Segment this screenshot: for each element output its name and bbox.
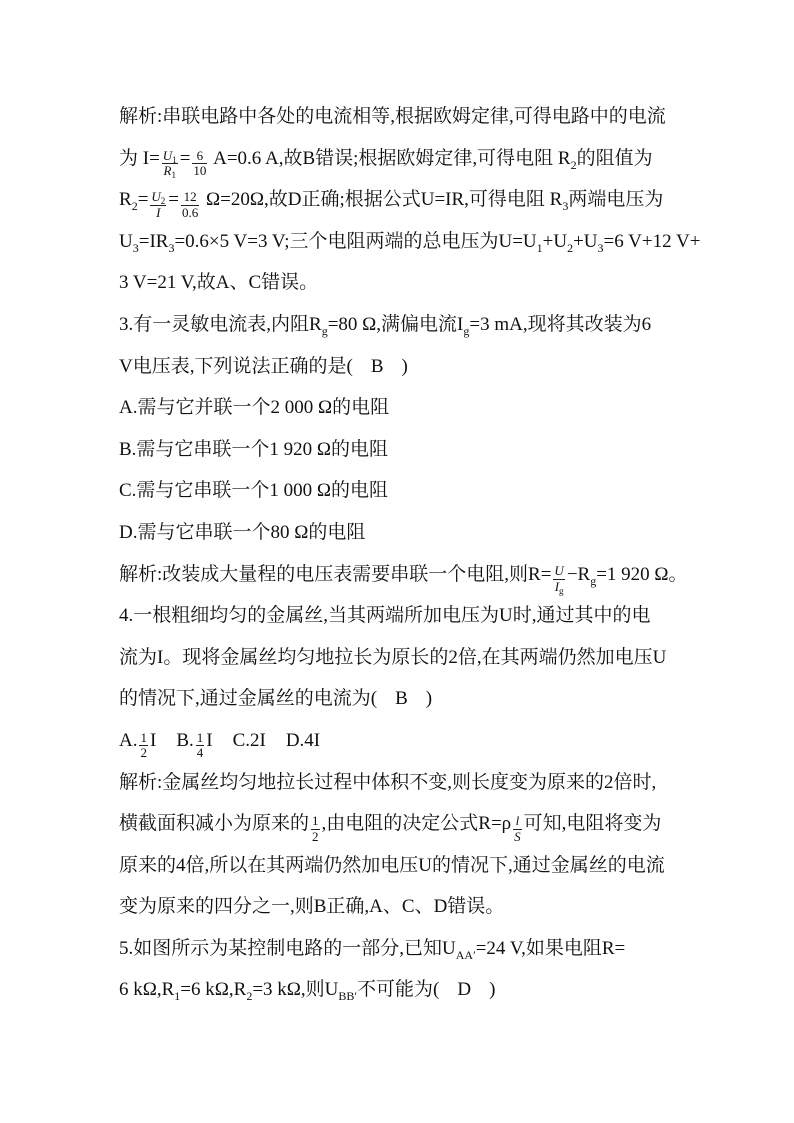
text: =80 Ω,满偏电流I — [327, 313, 464, 335]
text: =6 kΩ,R — [180, 979, 247, 1001]
text: 6 kΩ,R — [119, 979, 175, 1001]
text: =3 mA,现将其改装为6 — [469, 313, 652, 335]
fraction-denominator — [553, 579, 564, 595]
q4-options — [119, 720, 739, 762]
subscript: 2 — [160, 196, 166, 207]
fraction-u2-over-i — [150, 190, 166, 220]
q2-solution-line-3 — [119, 179, 739, 221]
text: 解析:改装成大量程的电压表需要串联一个电阻,则R= — [119, 563, 552, 585]
subscript: 2 — [246, 989, 253, 1004]
fraction-denominator: 10 — [193, 163, 207, 179]
subscript: 3 — [562, 199, 569, 214]
text: U — [119, 230, 133, 252]
text: =1 920 Ω。 — [596, 563, 688, 585]
subscript: 3 — [597, 240, 604, 255]
q3-option-b: B.需与它串联一个1 920 Ω的电阻 — [119, 438, 389, 460]
fraction-6-over-10 — [192, 149, 207, 179]
subscript: g — [321, 323, 328, 338]
fraction-1-over-2 — [311, 814, 320, 844]
fraction-denominator: 0.6 — [182, 204, 199, 220]
subscript: g — [590, 573, 597, 588]
q3-option-a: A.需与它并联一个2 000 Ω的电阻 — [119, 397, 390, 419]
text: 两端电压为 — [568, 189, 664, 211]
q4-solution-line-2 — [119, 803, 739, 845]
text: 的情况下,通过金属丝的电流为( — [119, 688, 378, 710]
fraction-numerator: 1 — [312, 813, 319, 829]
text: R — [119, 189, 132, 211]
fraction-numerator: 12 — [183, 189, 197, 205]
option-a-suffix: I — [149, 729, 157, 751]
text: 可知,电阻将变为 — [523, 813, 662, 835]
text: =3 kΩ,则U — [252, 979, 339, 1001]
subscript: g — [559, 586, 564, 597]
symbol-u: U — [151, 189, 161, 205]
q4-stem-line-2: 流为I。现将金属丝均匀地拉长为原长的2倍,在其两端仍然加电压U — [119, 646, 667, 668]
q4-stem-line-1: 4.一根粗细均匀的金属丝,当其两端所加电压为U时,通过其中的电 — [119, 605, 651, 627]
fraction-12-over-0.6 — [181, 190, 199, 220]
fraction-numerator: l — [515, 813, 520, 829]
q3-stem-line-1 — [119, 304, 739, 346]
fraction-numerator: U — [554, 563, 564, 579]
symbol-u: U — [162, 147, 173, 163]
close-paren: ) — [401, 355, 408, 377]
text: =IR — [138, 230, 169, 252]
fraction-u1-over-r1 — [162, 149, 178, 179]
fraction-denominator: S — [514, 828, 521, 844]
subscript: 2 — [131, 199, 138, 214]
close-paren: ) — [425, 688, 433, 710]
option-b-label: B. — [176, 729, 194, 751]
q3-option-d: D.需与它串联一个80 Ω的电阻 — [119, 521, 366, 543]
subscript: 3 — [132, 240, 139, 255]
q4-solution-line-3: 原来的4倍,所以在其两端仍然加电压U的情况下,通过金属丝的电流 — [119, 854, 665, 876]
q2-solution-line-2 — [119, 138, 739, 180]
subscript: BB′ — [338, 989, 358, 1004]
q3-stem-line-2 — [119, 346, 739, 388]
q5-stem-line-2 — [119, 969, 739, 1011]
answer: D — [457, 979, 472, 1001]
q4-solution-line-4: 变为原来的四分之一,则B正确,A、C、D错误。 — [119, 896, 505, 918]
answer: B — [395, 688, 408, 710]
equals-sign: = — [179, 147, 191, 169]
option-d: D.4I — [285, 729, 321, 751]
text: V电压表,下列说法正确的是( — [119, 355, 353, 377]
fraction-numerator — [150, 190, 166, 205]
option-c: C.2I — [232, 729, 266, 751]
q2-solution-line-4 — [119, 221, 739, 263]
q3-option-c: C.需与它串联一个1 000 Ω的电阻 — [119, 480, 389, 502]
equals-sign: = — [168, 189, 180, 211]
fraction-denominator: 2 — [312, 828, 319, 844]
text: +U — [542, 230, 568, 252]
subscript: 1 — [536, 240, 543, 255]
fraction-numerator: 1 — [140, 729, 147, 745]
q5-stem-line-1 — [119, 928, 739, 970]
text: 5.如图所示为某控制电路的一部分,已知U — [119, 937, 456, 959]
text: +U — [573, 230, 598, 252]
text: =0.6×5 V=3 V;三个电阻两端的总电压为U=U — [174, 230, 537, 252]
symbol-i: I — [554, 579, 560, 595]
fraction-1-over-2 — [139, 731, 148, 761]
text: Ω=20Ω,故D正确;根据公式U=IR,可得电阻 R — [201, 189, 563, 211]
text: =24 V,如果电阻R= — [475, 937, 626, 959]
text: 的阻值为 — [576, 147, 653, 169]
fraction-denominator — [162, 163, 178, 179]
subscript: 1 — [171, 170, 176, 181]
fraction-numerator: 1 — [196, 729, 204, 745]
symbol-r: R — [163, 163, 172, 179]
subscript: 1 — [172, 154, 177, 165]
equals-sign: = — [137, 189, 149, 211]
fraction-l-over-s — [513, 814, 522, 844]
q4-stem-line-3 — [119, 678, 739, 720]
close-paren: ) — [489, 979, 496, 1001]
text: ,由电阻的决定公式R=ρ — [321, 813, 512, 835]
text: =6 V+12 V+ — [603, 230, 701, 252]
text: 横截面积减小为原来的 — [119, 813, 310, 835]
fraction-1-over-4 — [196, 731, 205, 761]
q4-solution-line-1: 解析:金属丝均匀地拉长过程中体积不变,则长度变为原来的2倍时, — [119, 771, 657, 793]
text: 3.有一灵敏电流表,内阻R — [119, 313, 322, 335]
subscript: 1 — [174, 989, 181, 1004]
fraction-numerator: 6 — [196, 147, 204, 163]
fraction-numerator — [162, 149, 178, 164]
option-a-label: A. — [119, 729, 138, 751]
q3-solution — [119, 554, 739, 596]
text: A=0.6 A,故B错误;根据欧姆定律,可得电阻 R — [209, 147, 571, 169]
subscript: 2 — [567, 240, 574, 255]
fraction-denominator: 4 — [196, 745, 204, 761]
q2-solution-line-1: 解析:串联电路中各处的电流相等,根据欧姆定律,可得电路中的电流 — [119, 106, 666, 127]
fraction-denominator: I — [150, 205, 166, 221]
answer: B — [370, 355, 384, 377]
text: 不可能为( — [357, 979, 440, 1001]
subscript: g — [463, 323, 470, 338]
fraction-denominator: 2 — [140, 745, 147, 761]
text: −R — [566, 563, 591, 585]
option-b-suffix: I — [206, 729, 213, 751]
subscript: 2 — [570, 157, 577, 172]
subscript: 3 — [168, 240, 175, 255]
fraction-u-over-ig — [553, 563, 564, 597]
q2-solution-line-5: 3 V=21 V,故A、C错误。 — [119, 272, 319, 294]
text: 为 I= — [119, 147, 160, 169]
document-content — [119, 96, 739, 1011]
subscript: AA′ — [455, 947, 476, 962]
